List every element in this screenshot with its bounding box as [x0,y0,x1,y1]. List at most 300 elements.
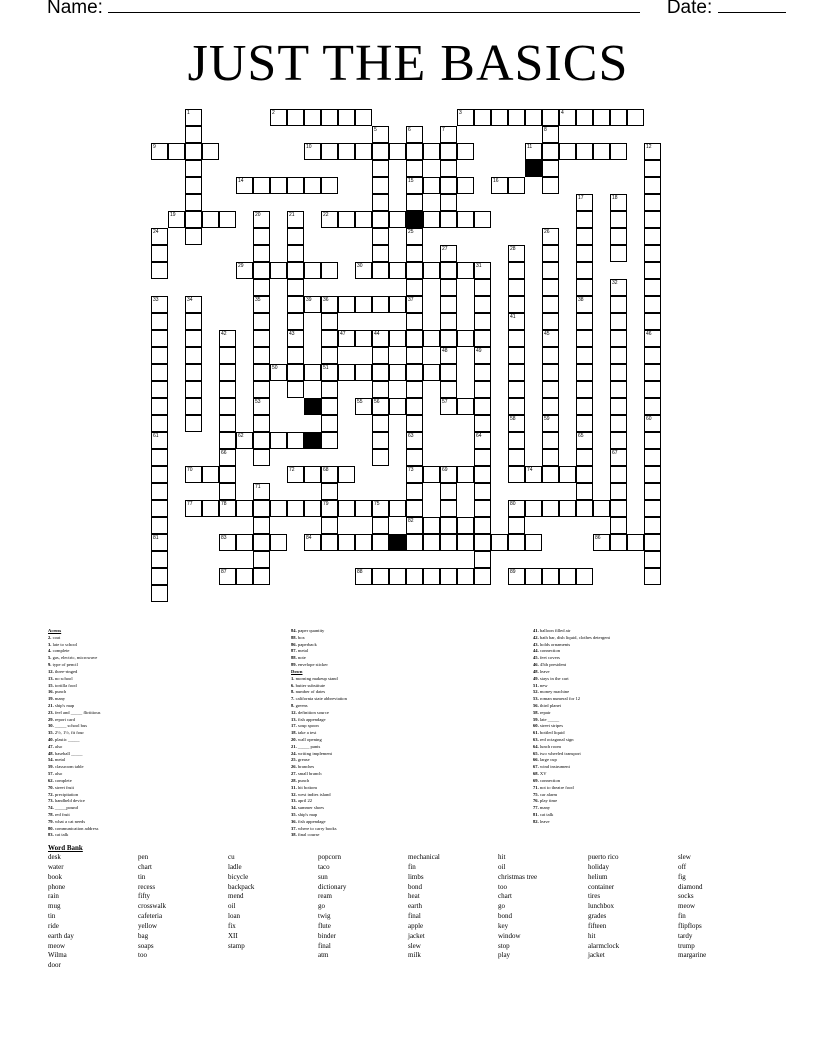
grid-cell[interactable] [287,347,304,364]
grid-cell[interactable] [406,415,423,432]
grid-cell[interactable] [423,177,440,194]
grid-cell[interactable] [253,228,270,245]
grid-cell[interactable] [576,483,593,500]
grid-cell[interactable] [287,313,304,330]
grid-cell[interactable] [542,296,559,313]
grid-cell[interactable] [542,160,559,177]
grid-cell[interactable] [474,500,491,517]
grid-cell[interactable] [508,398,525,415]
grid-cell[interactable] [474,330,491,347]
grid-cell[interactable] [542,313,559,330]
grid-cell[interactable] [440,500,457,517]
grid-cell[interactable] [372,449,389,466]
grid-cell[interactable] [474,449,491,466]
grid-cell[interactable] [304,262,321,279]
grid-cell[interactable] [610,143,627,160]
grid-cell[interactable] [644,398,661,415]
grid-cell[interactable] [610,313,627,330]
grid-cell[interactable] [423,466,440,483]
grid-cell[interactable] [321,398,338,415]
grid-cell[interactable] [423,211,440,228]
grid-cell[interactable] [304,466,321,483]
grid-cell[interactable] [219,466,236,483]
grid-cell[interactable] [474,517,491,534]
grid-cell[interactable] [372,177,389,194]
grid-cell[interactable] [151,517,168,534]
grid-cell[interactable] [542,432,559,449]
grid-cell[interactable] [406,364,423,381]
grid-cell[interactable] [627,534,644,551]
grid-cell[interactable] [185,398,202,415]
grid-cell[interactable] [355,296,372,313]
grid-cell[interactable] [644,551,661,568]
grid-cell[interactable] [423,534,440,551]
grid-cell[interactable] [576,568,593,585]
grid-cell[interactable] [576,381,593,398]
grid-cell[interactable] [185,177,202,194]
grid-cell[interactable] [423,568,440,585]
grid-cell[interactable] [151,313,168,330]
grid-cell[interactable] [542,262,559,279]
grid-cell[interactable] [287,432,304,449]
grid-cell[interactable] [474,109,491,126]
grid-cell[interactable] [542,245,559,262]
grid-cell[interactable] [338,296,355,313]
grid-cell[interactable] [406,194,423,211]
grid-cell[interactable] [185,330,202,347]
grid-cell[interactable] [644,245,661,262]
grid-cell[interactable] [355,364,372,381]
grid-cell[interactable] [406,262,423,279]
grid-cell[interactable] [253,551,270,568]
grid-cell[interactable] [287,245,304,262]
grid-cell[interactable] [542,279,559,296]
grid-cell[interactable] [508,296,525,313]
grid-cell[interactable] [457,517,474,534]
grid-cell[interactable] [610,517,627,534]
grid-cell[interactable] [610,483,627,500]
grid-cell[interactable] [253,500,270,517]
grid-cell[interactable] [542,143,559,160]
grid-cell[interactable] [491,109,508,126]
grid-cell[interactable] [406,398,423,415]
grid-cell[interactable] [457,466,474,483]
grid-cell[interactable] [389,143,406,160]
grid-cell[interactable] [423,143,440,160]
grid-cell[interactable] [185,228,202,245]
grid-cell[interactable] [423,517,440,534]
grid-cell[interactable] [253,517,270,534]
grid-cell[interactable] [372,262,389,279]
grid-cell[interactable] [253,415,270,432]
grid-cell[interactable] [457,262,474,279]
grid-cell[interactable] [287,109,304,126]
grid-cell[interactable] [151,449,168,466]
grid-cell[interactable] [372,194,389,211]
grid-cell[interactable] [644,296,661,313]
grid-cell[interactable] [185,160,202,177]
grid-cell[interactable] [202,143,219,160]
grid-cell[interactable] [321,415,338,432]
grid-cell[interactable] [321,517,338,534]
grid-cell[interactable] [542,500,559,517]
grid-cell[interactable] [321,313,338,330]
grid-cell[interactable] [610,347,627,364]
grid-cell[interactable] [355,500,372,517]
grid-cell[interactable] [151,245,168,262]
grid-cell[interactable] [253,262,270,279]
grid-cell[interactable] [406,313,423,330]
grid-cell[interactable] [491,534,508,551]
grid-cell[interactable] [644,381,661,398]
grid-cell[interactable] [389,500,406,517]
grid-cell[interactable] [593,109,610,126]
grid-cell[interactable] [287,279,304,296]
grid-cell[interactable] [287,296,304,313]
grid-cell[interactable] [610,381,627,398]
grid-cell[interactable] [253,177,270,194]
grid-cell[interactable] [644,517,661,534]
grid-cell[interactable] [389,211,406,228]
grid-cell[interactable] [576,109,593,126]
grid-cell[interactable] [372,245,389,262]
grid-cell[interactable] [219,415,236,432]
grid-cell[interactable] [610,500,627,517]
grid-cell[interactable] [338,109,355,126]
grid-cell[interactable] [474,551,491,568]
grid-cell[interactable] [508,432,525,449]
grid-cell[interactable] [219,347,236,364]
grid-cell[interactable] [219,398,236,415]
grid-cell[interactable] [559,143,576,160]
grid-cell[interactable] [644,500,661,517]
grid-cell[interactable] [508,517,525,534]
grid-cell[interactable] [406,500,423,517]
grid-cell[interactable] [610,296,627,313]
grid-cell[interactable] [610,211,627,228]
grid-cell[interactable] [440,330,457,347]
grid-cell[interactable] [542,364,559,381]
grid-cell[interactable] [508,347,525,364]
grid-cell[interactable] [372,517,389,534]
grid-cell[interactable] [576,143,593,160]
grid-cell[interactable] [593,500,610,517]
grid-cell[interactable] [304,177,321,194]
grid-cell[interactable] [202,500,219,517]
grid-cell[interactable] [440,143,457,160]
grid-cell[interactable] [219,211,236,228]
grid-cell[interactable] [576,330,593,347]
grid-cell[interactable] [151,551,168,568]
grid-cell[interactable] [151,585,168,602]
grid-cell[interactable] [406,483,423,500]
grid-cell[interactable] [168,143,185,160]
grid-cell[interactable] [644,313,661,330]
grid-cell[interactable] [457,534,474,551]
grid-cell[interactable] [644,466,661,483]
grid-cell[interactable] [236,568,253,585]
grid-cell[interactable] [576,466,593,483]
grid-cell[interactable] [372,160,389,177]
grid-cell[interactable] [151,415,168,432]
grid-cell[interactable] [338,211,355,228]
grid-cell[interactable] [440,381,457,398]
grid-cell[interactable] [304,109,321,126]
grid-cell[interactable] [525,109,542,126]
grid-cell[interactable] [440,517,457,534]
grid-cell[interactable] [508,449,525,466]
grid-cell[interactable] [185,364,202,381]
grid-cell[interactable] [423,330,440,347]
grid-cell[interactable] [440,364,457,381]
grid-cell[interactable] [321,109,338,126]
grid-cell[interactable] [576,398,593,415]
grid-cell[interactable] [355,330,372,347]
grid-cell[interactable] [474,381,491,398]
grid-cell[interactable] [542,347,559,364]
grid-cell[interactable] [185,313,202,330]
grid-cell[interactable] [338,534,355,551]
grid-cell[interactable] [576,245,593,262]
grid-cell[interactable] [185,194,202,211]
grid-cell[interactable] [151,330,168,347]
grid-cell[interactable] [372,568,389,585]
grid-cell[interactable] [406,449,423,466]
grid-cell[interactable] [525,534,542,551]
grid-cell[interactable] [423,364,440,381]
grid-cell[interactable] [389,330,406,347]
grid-cell[interactable] [508,330,525,347]
grid-cell[interactable] [338,500,355,517]
grid-cell[interactable] [457,143,474,160]
grid-cell[interactable] [338,364,355,381]
grid-cell[interactable] [440,296,457,313]
grid-cell[interactable] [576,279,593,296]
grid-cell[interactable] [457,177,474,194]
grid-cell[interactable] [457,211,474,228]
grid-cell[interactable] [508,279,525,296]
grid-cell[interactable] [202,466,219,483]
grid-cell[interactable] [440,211,457,228]
grid-cell[interactable] [474,466,491,483]
grid-cell[interactable] [406,534,423,551]
grid-cell[interactable] [372,296,389,313]
grid-cell[interactable] [185,126,202,143]
grid-cell[interactable] [185,415,202,432]
grid-cell[interactable] [440,262,457,279]
grid-cell[interactable] [219,364,236,381]
grid-cell[interactable] [576,211,593,228]
grid-cell[interactable] [372,347,389,364]
grid-cell[interactable] [525,500,542,517]
grid-cell[interactable] [321,143,338,160]
grid-cell[interactable] [576,415,593,432]
grid-cell[interactable] [644,194,661,211]
grid-cell[interactable] [270,500,287,517]
grid-cell[interactable] [355,109,372,126]
grid-cell[interactable] [219,381,236,398]
grid-cell[interactable] [644,160,661,177]
grid-cell[interactable] [474,313,491,330]
grid-cell[interactable] [474,364,491,381]
grid-cell[interactable] [253,245,270,262]
grid-cell[interactable] [253,347,270,364]
grid-cell[interactable] [440,177,457,194]
grid-cell[interactable] [236,534,253,551]
grid-cell[interactable] [406,279,423,296]
grid-cell[interactable] [474,415,491,432]
grid-cell[interactable] [508,177,525,194]
grid-cell[interactable] [321,534,338,551]
grid-cell[interactable] [389,568,406,585]
grid-cell[interactable] [508,534,525,551]
grid-cell[interactable] [372,143,389,160]
grid-cell[interactable] [542,177,559,194]
grid-cell[interactable] [440,483,457,500]
grid-cell[interactable] [338,143,355,160]
grid-cell[interactable] [644,262,661,279]
grid-cell[interactable] [151,364,168,381]
grid-cell[interactable] [372,381,389,398]
grid-cell[interactable] [576,262,593,279]
grid-cell[interactable] [151,398,168,415]
grid-cell[interactable] [576,500,593,517]
grid-cell[interactable] [253,568,270,585]
grid-cell[interactable] [627,109,644,126]
grid-cell[interactable] [151,483,168,500]
grid-cell[interactable] [406,160,423,177]
grid-cell[interactable] [474,398,491,415]
grid-cell[interactable] [270,177,287,194]
grid-cell[interactable] [644,568,661,585]
grid-cell[interactable] [253,313,270,330]
grid-cell[interactable] [440,568,457,585]
grid-cell[interactable] [610,330,627,347]
grid-cell[interactable] [355,211,372,228]
grid-cell[interactable] [457,568,474,585]
grid-cell[interactable] [355,534,372,551]
grid-cell[interactable] [253,279,270,296]
grid-cell[interactable] [389,398,406,415]
grid-cell[interactable] [542,568,559,585]
grid-cell[interactable] [610,364,627,381]
grid-cell[interactable] [338,466,355,483]
grid-cell[interactable] [219,483,236,500]
grid-cell[interactable] [576,449,593,466]
grid-cell[interactable] [508,381,525,398]
grid-cell[interactable] [406,143,423,160]
grid-cell[interactable] [236,500,253,517]
grid-cell[interactable] [185,381,202,398]
grid-cell[interactable] [610,398,627,415]
grid-cell[interactable] [372,534,389,551]
grid-cell[interactable] [542,381,559,398]
grid-cell[interactable] [151,568,168,585]
grid-cell[interactable] [542,109,559,126]
grid-cell[interactable] [576,228,593,245]
grid-cell[interactable] [508,466,525,483]
grid-cell[interactable] [559,568,576,585]
grid-cell[interactable] [321,330,338,347]
grid-cell[interactable] [355,143,372,160]
grid-cell[interactable] [440,279,457,296]
grid-cell[interactable] [287,381,304,398]
grid-cell[interactable] [287,364,304,381]
grid-cell[interactable] [253,432,270,449]
grid-cell[interactable] [508,364,525,381]
grid-cell[interactable] [151,381,168,398]
grid-cell[interactable] [372,415,389,432]
grid-cell[interactable] [593,143,610,160]
grid-cell[interactable] [644,449,661,466]
grid-cell[interactable] [219,432,236,449]
grid-cell[interactable] [610,432,627,449]
grid-cell[interactable] [474,483,491,500]
grid-cell[interactable] [406,347,423,364]
grid-cell[interactable] [542,449,559,466]
grid-cell[interactable] [474,211,491,228]
grid-cell[interactable] [372,364,389,381]
grid-cell[interactable] [610,228,627,245]
grid-cell[interactable] [542,466,559,483]
grid-cell[interactable] [610,109,627,126]
grid-cell[interactable] [287,262,304,279]
grid-cell[interactable] [610,415,627,432]
grid-cell[interactable] [457,330,474,347]
grid-cell[interactable] [287,228,304,245]
grid-cell[interactable] [644,432,661,449]
grid-cell[interactable] [321,483,338,500]
grid-cell[interactable] [202,211,219,228]
grid-cell[interactable] [270,262,287,279]
grid-cell[interactable] [576,313,593,330]
grid-cell[interactable] [321,381,338,398]
grid-cell[interactable] [508,109,525,126]
grid-cell[interactable] [644,483,661,500]
grid-cell[interactable] [253,381,270,398]
grid-cell[interactable] [406,568,423,585]
grid-cell[interactable] [576,364,593,381]
grid-cell[interactable] [185,143,202,160]
grid-cell[interactable] [576,347,593,364]
grid-cell[interactable] [644,347,661,364]
grid-cell[interactable] [440,160,457,177]
grid-cell[interactable] [321,347,338,364]
grid-cell[interactable] [151,347,168,364]
grid-cell[interactable] [389,296,406,313]
grid-cell[interactable] [644,279,661,296]
grid-cell[interactable] [440,313,457,330]
grid-cell[interactable] [389,262,406,279]
grid-cell[interactable] [440,534,457,551]
grid-cell[interactable] [474,279,491,296]
grid-cell[interactable] [287,500,304,517]
grid-cell[interactable] [372,432,389,449]
grid-cell[interactable] [151,500,168,517]
grid-cell[interactable] [372,211,389,228]
grid-cell[interactable] [542,398,559,415]
grid-cell[interactable] [406,330,423,347]
grid-cell[interactable] [321,262,338,279]
grid-cell[interactable] [559,500,576,517]
grid-cell[interactable] [389,364,406,381]
grid-cell[interactable] [253,449,270,466]
grid-cell[interactable] [644,177,661,194]
grid-cell[interactable] [321,177,338,194]
grid-cell[interactable] [287,177,304,194]
grid-cell[interactable] [185,211,202,228]
grid-cell[interactable] [151,466,168,483]
